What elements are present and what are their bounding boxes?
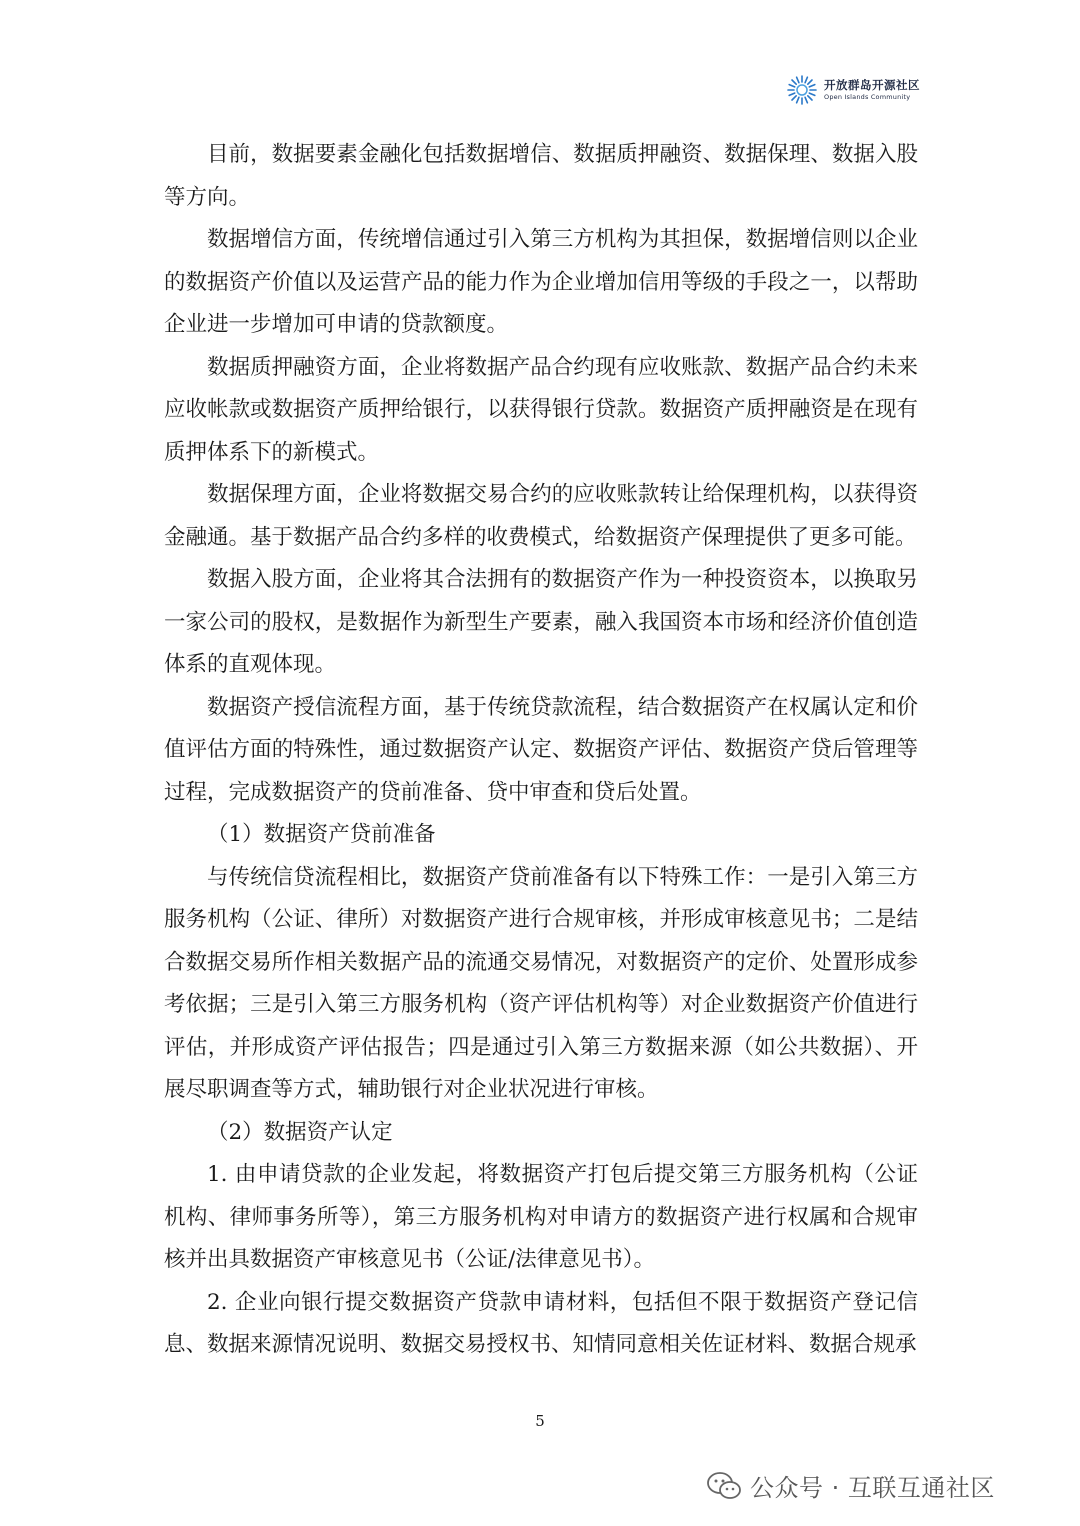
paragraph: 数据入股方面，企业将其合法拥有的数据资产作为一种投资资本，以换取另一家公司的股权，是数据作为新型生产要素，融入我国资本市场和经济价值创造体系的直观体现。: [164, 567, 918, 677]
paragraph: 数据增信方面，传统增信通过引入第三方机构为其担保，数据增信则以企业的数据资产价值以及运营产品的能力作为企业增加信用等级的手段之一，以帮助企业进一步增加可申请的贷款额度。: [164, 227, 918, 337]
paragraph: 数据质押融资方面，企业将数据产品合约现有应收账款、数据产品合约未来应收帐款或数据资产质押给银行，以获得银行贷款。数据资产质押融资是在现有质押体系下的新模式。: [164, 354, 918, 465]
open-islands-logo-icon: [786, 74, 818, 106]
list-item: 2. 企业向银行提交数据资产贷款申请材料，包括但不限于数据资产登记信息、数据来源情况说明、数据交易授权书、知情同意相关佐证材料、数据合规承: [164, 1289, 918, 1357]
paragraph: 与传统信贷流程相比，数据资产贷前准备有以下特殊工作：一是引入第三方服务机构（公证、律所）对数据资产进行合规审核，并形成审核意见书；二是结合数据交易所作相关数据产品的流通交易情况，对数据资产的定价、处置形成参考依据；三是引入第三方服务机构（资产评估机构等）对企业数据资产价值进行评估，并形成资产评估报告；四是通过引入第三方数据来源（如公共数据）、开展尽职调查等方式，辅助银行对企业状况进行审核。: [164, 864, 918, 1102]
page-number: 5: [535, 1412, 545, 1430]
list-item: 1. 由申请贷款的企业发起，将数据资产打包后提交第三方服务机构（公证机构、律师事务所等），第三方服务机构对申请方的数据资产进行权属和合规审核并出具数据资产审核意见书（公证/法律意见书）。: [164, 1162, 918, 1272]
watermark: [706, 1468, 995, 1503]
section-heading: （2）数据资产认定: [207, 1119, 393, 1145]
logo-title-en: Open Islands Community: [824, 93, 911, 101]
section-heading: （1）数据资产贷前准备: [207, 822, 436, 847]
wechat-icon: [706, 1471, 742, 1501]
document-body: [164, 134, 918, 1367]
header-logo: [786, 74, 920, 106]
watermark-text: 公众号 · 互联互通社区: [750, 1474, 995, 1502]
paragraph: 数据保理方面，企业将数据交易合约的应收账款转让给保理机构，以获得资金融通。基于数据产品合约多样的收费模式，给数据资产保理提供了更多可能。: [164, 482, 918, 550]
paragraph: 目前，数据要素金融化包括数据增信、数据质押融资、数据保理、数据入股等方向。: [164, 142, 918, 210]
logo-title-cn: 开放群岛开源社区: [824, 77, 920, 92]
paragraph: 数据资产授信流程方面，基于传统贷款流程，结合数据资产在权属认定和价值评估方面的特殊性，通过数据资产认定、数据资产评估、数据资产贷后管理等过程，完成数据资产的贷前准备、贷中审查和贷后处置。: [164, 694, 918, 805]
